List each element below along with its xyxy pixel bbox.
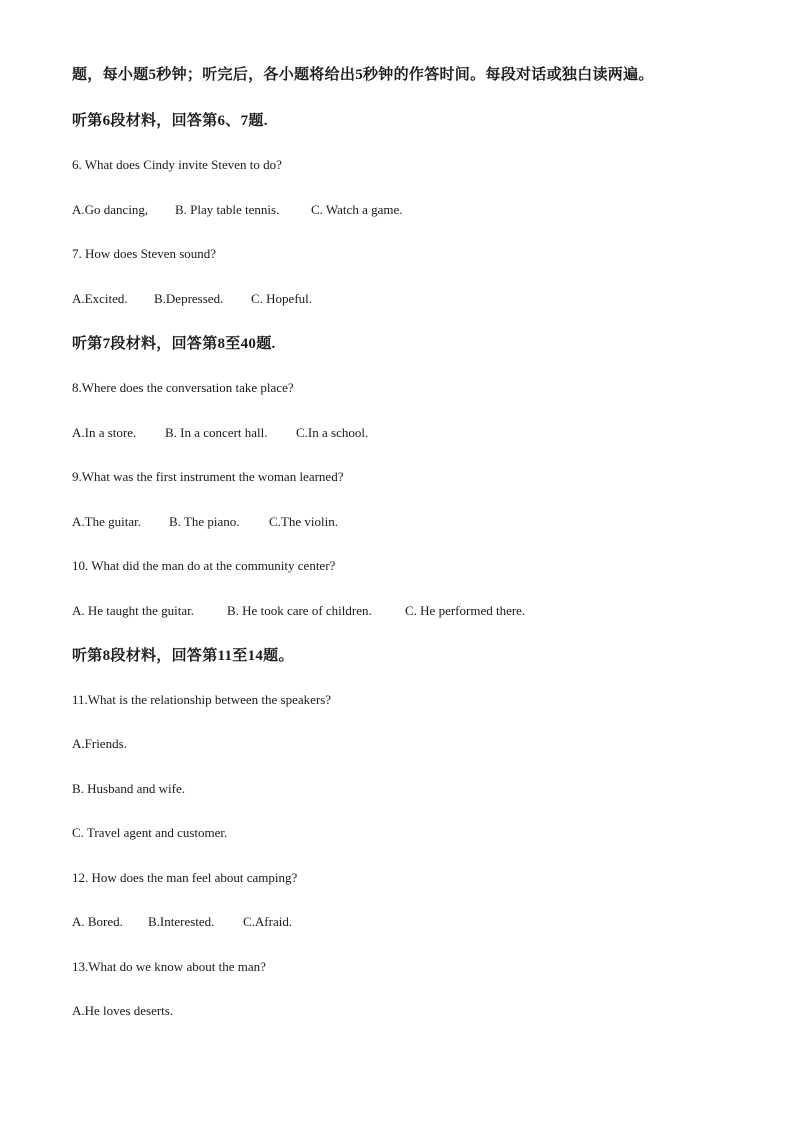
question-13-option-a: A.He loves deserts. xyxy=(72,1003,174,1018)
question-9-stem: 9.What was the first instrument the woman learned? xyxy=(72,469,344,484)
option-b: B.Depressed. xyxy=(154,291,224,306)
option-b: B. In a concert hall. xyxy=(165,425,268,440)
question-12-stem: 12. How does the man feel about camping? xyxy=(72,870,298,885)
section-heading-8: 听第8段材料，回答第11至14题。 xyxy=(72,648,294,664)
option-c: C.Afraid. xyxy=(243,914,293,929)
question-10-stem: 10. What did the man do at the community center? xyxy=(72,558,336,573)
question-6-options xyxy=(72,202,403,218)
option-b: B. The piano. xyxy=(169,514,240,529)
question-8-options xyxy=(72,425,368,441)
option-a: A. Bored. xyxy=(72,914,123,929)
question-11-option-b: B. Husband and wife. xyxy=(72,781,186,796)
question-13-stem: 13.What do we know about the man? xyxy=(72,959,266,974)
option-c: C.In a school. xyxy=(296,425,369,440)
question-7-stem: 7. How does Steven sound? xyxy=(72,246,217,261)
option-b: B. He took care of children. xyxy=(227,603,372,618)
option-b: B.Interested. xyxy=(148,914,215,929)
option-a: A. He taught the guitar. xyxy=(72,603,195,618)
option-a: A.Go dancing, xyxy=(72,202,149,217)
option-c: C. Hopeful. xyxy=(251,291,313,306)
question-11-stem: 11.What is the relationship between the speakers? xyxy=(72,692,332,707)
option-a: A.The guitar. xyxy=(72,514,141,529)
option-a: A.Excited. xyxy=(72,291,128,306)
option-a: A.In a store. xyxy=(72,425,137,440)
question-8-stem: 8.Where does the conversation take place? xyxy=(72,380,294,395)
question-11-option-c: C. Travel agent and customer. xyxy=(72,825,228,840)
question-12-options xyxy=(72,914,292,930)
question-11-option-a: A.Friends. xyxy=(72,736,127,751)
intro-text: 题，每小题5秒钟；听完后，各小题将给出5秒钟的作答时间。每段对话或独白读两遍。 xyxy=(72,67,654,83)
question-10-options xyxy=(72,603,525,619)
section-heading-6: 听第6段材料，回答第6、7题. xyxy=(72,113,268,129)
question-9-options xyxy=(72,514,338,530)
section-heading-7: 听第7段材料，回答第8至40题. xyxy=(72,336,276,352)
option-c: C.The violin. xyxy=(269,514,338,529)
question-7-options xyxy=(72,291,312,307)
option-b: B. Play table tennis. xyxy=(175,202,280,217)
option-c: C. He performed there. xyxy=(405,603,526,618)
option-c: C. Watch a game. xyxy=(311,202,403,217)
question-6-stem: 6. What does Cindy invite Steven to do? xyxy=(72,157,282,172)
